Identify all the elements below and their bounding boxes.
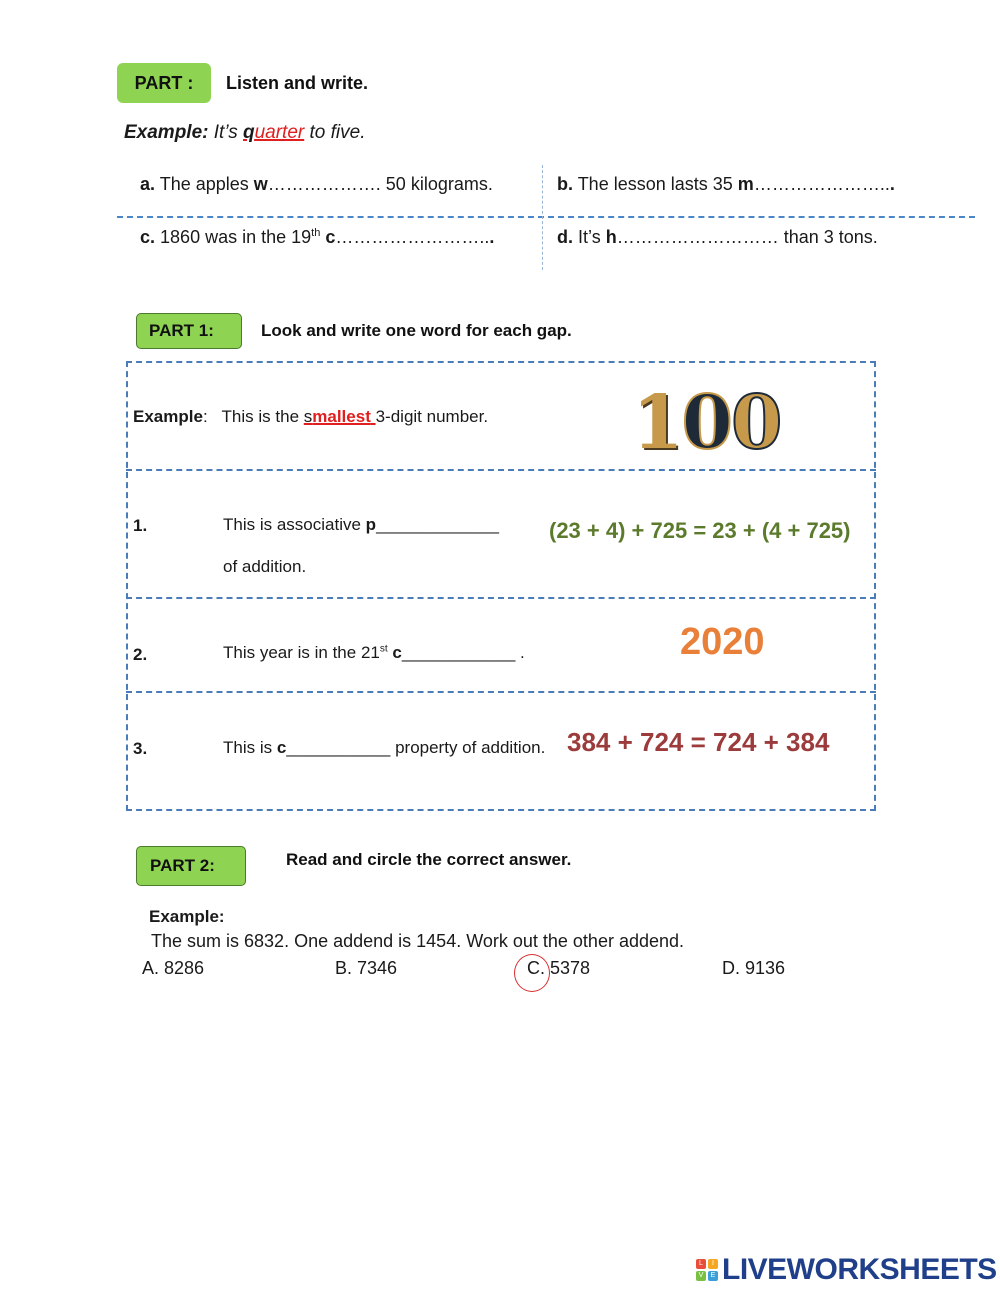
number-100-picture: 100 [632, 380, 781, 466]
part-badge-label: PART : [134, 72, 194, 93]
part1-row-divider [126, 597, 876, 599]
example-label: Example: [124, 122, 209, 143]
option-c[interactable]: C. 5378 [527, 958, 591, 978]
part1-example: Example: This is the smallest 3-digit number. [133, 407, 489, 426]
q1-blank[interactable]: _____________ [376, 515, 499, 534]
part1-row-divider [126, 691, 876, 693]
part1-example-answer: smallest [303, 407, 371, 426]
listen-item-c[interactable]: c. 1860 was in the 19th c……………………... [140, 227, 495, 247]
q1-number: 1. [133, 516, 148, 535]
part1-row-divider [126, 469, 876, 471]
listen-item-b[interactable]: b. The lesson lasts 35 m…………………... [557, 174, 895, 194]
option-b[interactable]: B. 7346 [335, 958, 398, 978]
part2-heading: Read and circle the correct answer. [286, 850, 572, 869]
option-a[interactable]: A. 8286 [142, 958, 205, 978]
example-answer: quarter [242, 122, 305, 143]
logo-text: LIVEWORKSHEETS [722, 1253, 997, 1286]
listen-item-a[interactable]: a. The apples w………………. 50 kilograms. [140, 174, 493, 194]
listen-divider-vertical [542, 165, 543, 270]
q2-blank[interactable]: ____________ [401, 643, 516, 662]
q1-equation: (23 + 4) + 725 = 23 + (4 + 725) [549, 518, 851, 543]
q3-blank[interactable]: ___________ [286, 738, 391, 757]
q1-text-line2: of addition. [223, 557, 307, 576]
option-d[interactable]: D. 9136 [722, 958, 786, 978]
listen-heading: Listen and write. [226, 73, 369, 93]
part1-heading: Look and write one word for each gap. [261, 321, 572, 340]
q3-text[interactable]: This is c___________ property of addition. [223, 738, 546, 757]
example-pre: It’s [213, 122, 238, 143]
example-post: to five. [309, 122, 366, 143]
part1-badge: PART 1: [136, 313, 242, 349]
year-2020: 2020 [680, 621, 765, 663]
part-badge [117, 63, 211, 103]
logo-blocks-icon: L I V E [696, 1259, 718, 1281]
part2-question: The sum is 6832. One addend is 1454. Work out the other addend. [151, 931, 685, 951]
q3-number: 3. [133, 739, 148, 758]
part2-badge: PART 2: [136, 846, 246, 886]
q3-equation: 384 + 724 = 724 + 384 [567, 727, 830, 757]
listen-example [124, 122, 366, 144]
listen-item-d[interactable]: d. It’s h……………………… than 3 tons. [557, 227, 878, 247]
q2-text[interactable]: This year is in the 21st c____________ . [223, 643, 525, 662]
q2-number: 2. [133, 645, 148, 664]
part2-example-label: Example: [149, 907, 225, 926]
answer-circle-mark [514, 954, 550, 992]
listen-divider-horizontal [117, 216, 975, 218]
q1-text[interactable]: This is associative p_____________ [223, 515, 499, 534]
liveworksheets-logo[interactable] [696, 1253, 997, 1287]
